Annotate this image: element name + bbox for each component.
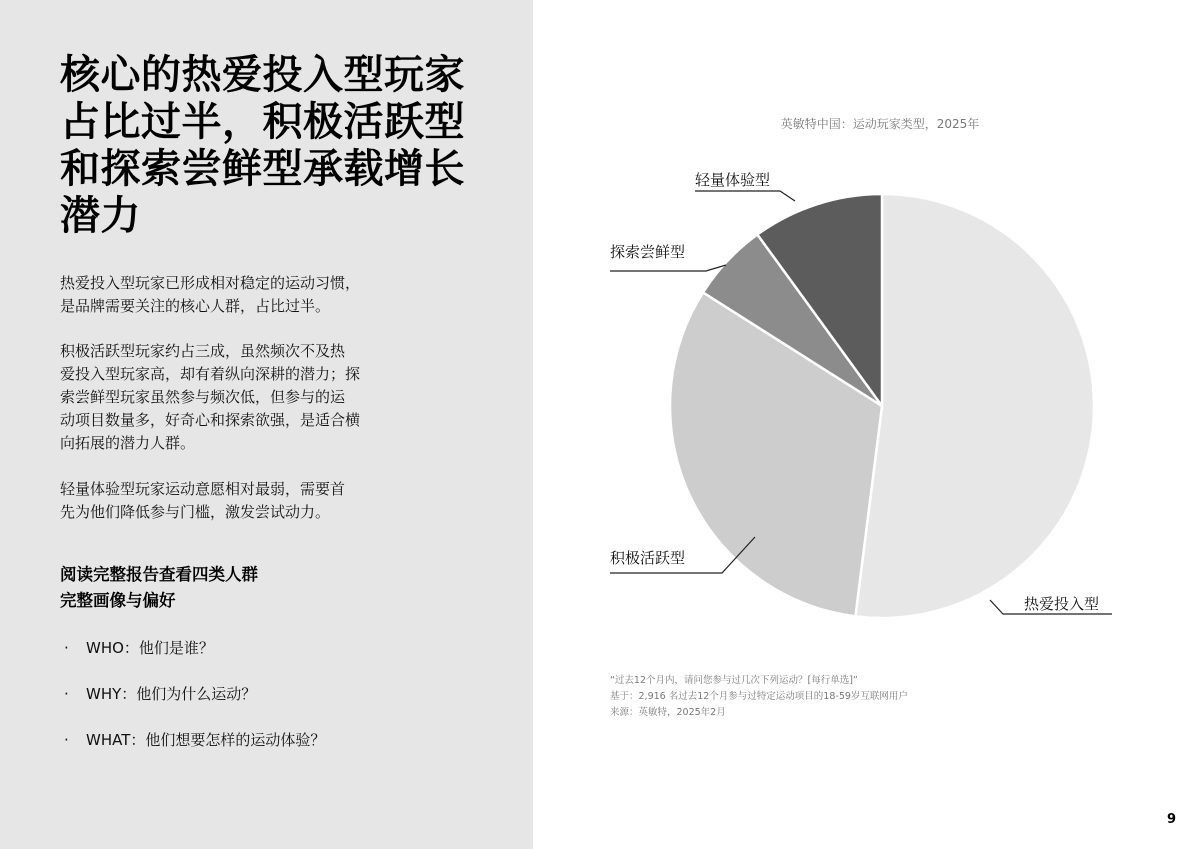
slice-label-3: 探索尝鲜型 xyxy=(610,243,686,261)
bullet-text: WHY：他们为什么运动？ xyxy=(86,685,257,703)
paragraph-line: 索尝鲜型玩家虽然参与频次低，但参与的运 xyxy=(60,388,346,406)
headline-line: 潜力 xyxy=(60,193,141,239)
paragraph-line: 动项目数量多，好奇心和探索欲强，是适合横 xyxy=(60,411,361,429)
source-question: “过去12个月内，请问您参与过几次下列运动？[每行单选]” xyxy=(610,675,858,686)
bullet-dot: · xyxy=(64,731,69,749)
leader-line-3 xyxy=(610,265,726,271)
source-notes xyxy=(610,673,908,721)
slice-label-1: 热爱投入型 xyxy=(1024,595,1100,613)
headline-line: 和探索尝鲜型承载增长 xyxy=(60,146,465,192)
paragraph-line: 热爱投入型玩家已形成相对稳定的运动习惯， xyxy=(60,274,361,292)
bullet-dot: · xyxy=(64,685,69,703)
paragraph-line: 积极活跃型玩家约占三成，虽然频次不及热 xyxy=(60,342,346,360)
cta-line: 完整画像与偏好 xyxy=(60,591,176,610)
bullet-text: WHAT：他们想要怎样的运动体验？ xyxy=(86,731,326,749)
source-base: 基于：2,916 名过去12个月参与过特定运动项目的18-59岁互联网用户 xyxy=(610,691,908,702)
bullet-text: WHO：他们是谁？ xyxy=(86,639,214,657)
paragraph-line: 爱投入型玩家高，却有着纵向深耕的潜力；探 xyxy=(60,365,361,383)
bullet-dot: · xyxy=(64,639,69,657)
slice-label-2: 积极活跃型 xyxy=(610,549,686,567)
paragraph-line: 向拓展的潜力人群。 xyxy=(60,434,196,452)
cta-line: 阅读完整报告查看四类人群 xyxy=(60,565,258,584)
paragraph-line: 是品牌需要关注的核心人群，占比过半。 xyxy=(60,297,331,315)
headline-line: 占比过半，积极活跃型 xyxy=(60,99,465,145)
leader-line-4 xyxy=(695,191,795,201)
pie-slice-1 xyxy=(855,194,1094,618)
page-number: 9 xyxy=(1166,812,1176,827)
paragraph-line: 轻量体验型玩家运动意愿相对最弱，需要首 xyxy=(60,480,346,498)
chart-title: 英敏特中国：运动玩家类型，2025年 xyxy=(780,117,980,131)
slice-label-4: 轻量体验型 xyxy=(695,171,771,189)
headline-line: 核心的热爱投入型玩家 xyxy=(60,52,465,98)
paragraph-line: 先为他们降低参与门槛，激发尝试动力。 xyxy=(60,503,331,521)
source-origin: 来源：英敏特，2025年2月 xyxy=(610,707,726,718)
